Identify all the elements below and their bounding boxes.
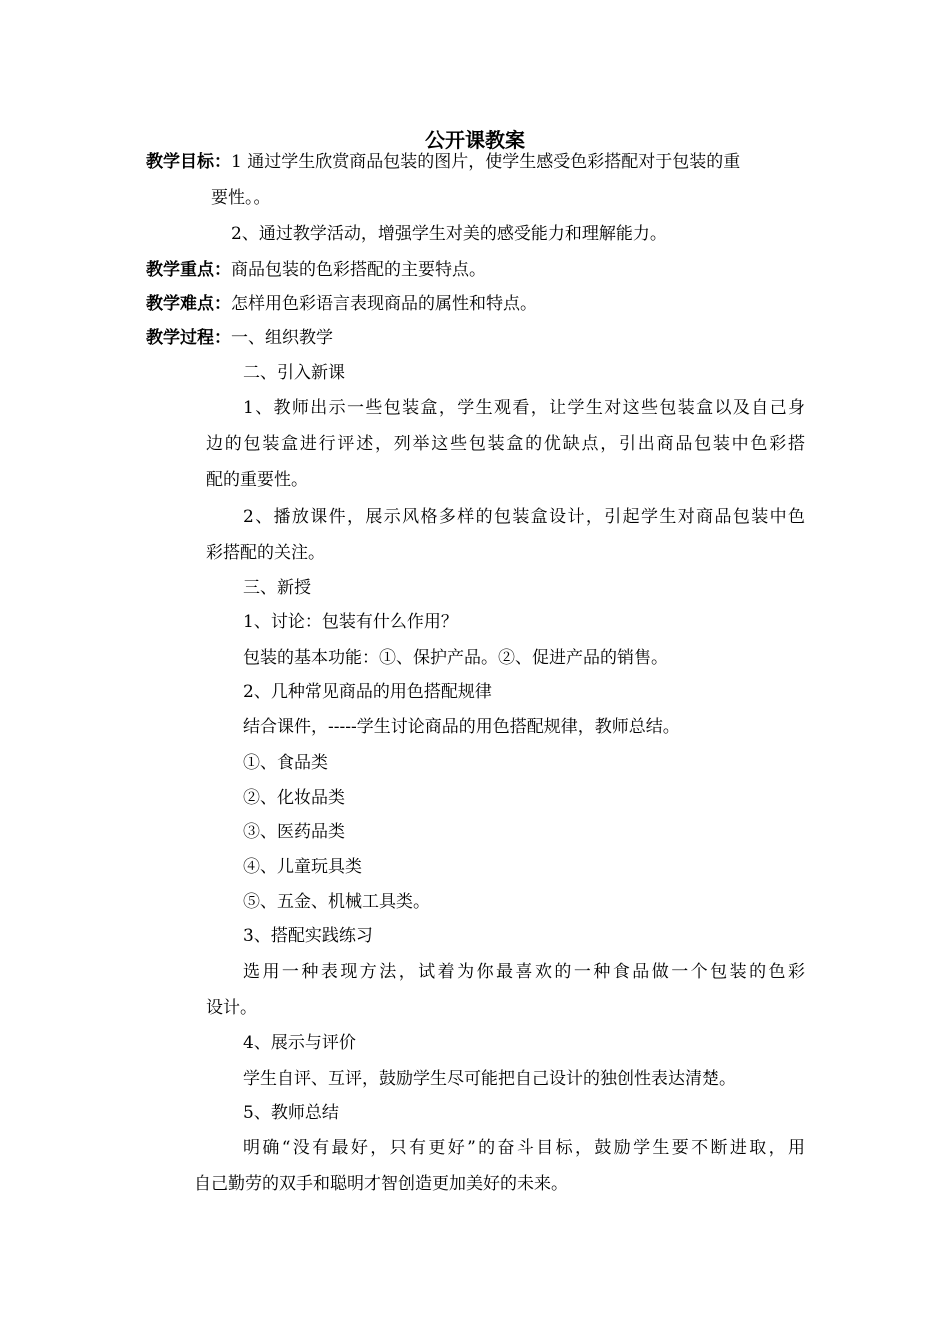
intro-paragraph-1-line-3: 配的重要性。 <box>206 470 308 490</box>
objectives-label: 教学目标： <box>146 152 231 172</box>
intro-paragraph-2-line-2: 彩搭配的关注。 <box>206 543 325 563</box>
document-title: 公开课教案 <box>425 128 525 152</box>
objectives-row <box>146 150 740 174</box>
process-section-2: 二、引入新课 <box>243 363 345 383</box>
category-item: ④、儿童玩具类 <box>243 857 362 877</box>
practice-heading: 3、搭配实践练习 <box>243 926 373 946</box>
review-heading: 4、展示与评价 <box>243 1033 356 1053</box>
category-item: ①、食品类 <box>243 753 328 773</box>
objective-2: 2、通过教学活动，增强学生对美的感受能力和理解能力。 <box>231 224 667 244</box>
practice-text-line-2: 设计。 <box>206 998 257 1018</box>
key-point-row <box>146 258 486 282</box>
process-label: 教学过程： <box>146 328 231 348</box>
category-item: ⑤、五金、机械工具类。 <box>243 892 430 912</box>
process-section-1: 一、组织教学 <box>231 328 333 348</box>
process-row <box>146 326 333 350</box>
key-point-text: 商品包装的色彩搭配的主要特点。 <box>231 260 486 280</box>
discussion-text: 包装的基本功能：①、保护产品。②、促进产品的销售。 <box>243 648 668 668</box>
difficulty-row <box>146 292 537 316</box>
discussion-heading: 1、讨论：包装有什么作用？ <box>243 612 458 632</box>
color-rules-heading: 2、几种常见商品的用色搭配规律 <box>243 682 492 702</box>
intro-paragraph-1-line-2: 边的包装盒进行评述，列举这些包装盒的优缺点，引出商品包装中色彩搭 <box>206 434 805 454</box>
intro-paragraph-2-line-1: 2、播放课件，展示风格多样的包装盒设计，引起学生对商品包装中色 <box>243 507 805 527</box>
difficulty-label: 教学难点： <box>146 294 231 314</box>
summary-heading: 5、教师总结 <box>243 1103 339 1123</box>
category-item: ③、医药品类 <box>243 822 345 842</box>
objective-1-line-2: 要性。。 <box>211 188 271 208</box>
difficulty-text: 怎样用色彩语言表现商品的属性和特点。 <box>231 294 537 314</box>
category-item: ②、化妆品类 <box>243 788 345 808</box>
objective-1-line-1: 1 通过学生欣赏商品包装的图片，使学生感受色彩搭配对于包装的重 <box>231 152 741 172</box>
key-point-label: 教学重点： <box>146 260 231 280</box>
summary-text-line-2: 自己勤劳的双手和聪明才智创造更加美好的未来。 <box>194 1174 568 1194</box>
review-text: 学生自评、互评，鼓励学生尽可能把自己设计的独创性表达清楚。 <box>243 1069 736 1089</box>
summary-text-line-1: 明确“没有最好，只有更好”的奋斗目标，鼓励学生要不断进取，用 <box>243 1138 805 1158</box>
intro-paragraph-1-line-1: 1、教师出示一些包装盒，学生观看，让学生对这些包装盒以及自己身 <box>243 398 805 418</box>
process-section-3: 三、新授 <box>243 578 311 598</box>
color-rules-text: 结合课件，-----学生讨论商品的用色搭配规律，教师总结。 <box>243 717 680 737</box>
practice-text-line-1: 选用一种表现方法，试着为你最喜欢的一种食品做一个包装的色彩 <box>243 962 805 982</box>
